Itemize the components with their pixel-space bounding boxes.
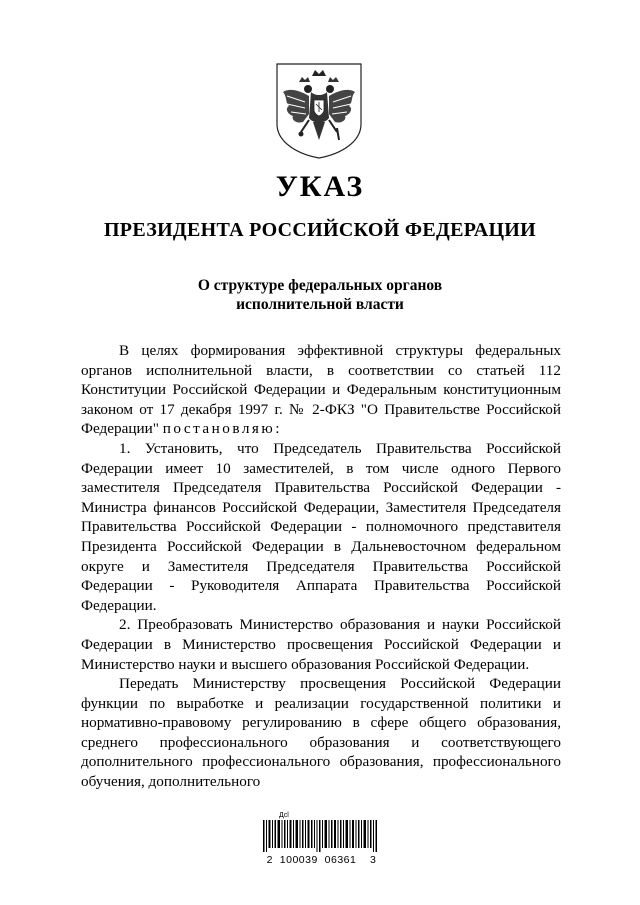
preamble-text: В целях формирования эффективной структуры федеральных органов исполнительной власти, в соответствии со статьей 112 Конституции Российской Федерации и Федеральным конституционным законом от 17 декабря 1997 г. № 2-ФКЗ "О Правительстве Российской Федерации" bbox=[81, 342, 561, 438]
preamble-paragraph bbox=[81, 341, 561, 439]
document-body bbox=[81, 341, 561, 792]
item-1-paragraph: 1. Установить, что Председатель Правительства Российской Федерации имеет 10 заместителей, в том числе одного Первого заместителя Председателя Правительства Российской Федерации - Министра финансов Российской Федерации, Заместителя Председателя Правительства Российской Федерации - полномочного представителя Президента Российской Федерации в Дальневосточном федеральном округе и Заместителя Председателя Правительства Российской Федерации - Руководителя Аппарата Правительства Российской Федерации. bbox=[81, 439, 561, 614]
barcode-label: Дсl bbox=[279, 812, 289, 819]
document-subtitle: ПРЕЗИДЕНТА РОССИЙСКОЙ ФЕДЕРАЦИИ bbox=[103, 219, 537, 241]
subject-line-1: О структуре федеральных органов bbox=[197, 277, 443, 294]
item-3-paragraph: Передать Министерству просвещения Российской Федерации функции по выработке и реализации государственной политики и нормативно-правовому регулированию в сфере общего образования, среднего профессионального образования и соответствующего дополнительного профессионального образования, профессионального обучения, дополнительного bbox=[81, 675, 561, 791]
barcode-icon bbox=[263, 820, 380, 852]
document-subject bbox=[0, 276, 640, 314]
document-title: УКАЗ bbox=[275, 170, 365, 203]
coat-of-arms-icon bbox=[275, 62, 363, 160]
item-2-paragraph: 2. Преобразовать Министерство образования и науки Российской Федерации в Министерство просвещения Российской Федерации и Министерство науки и высшего образования Российской Федерации. bbox=[81, 616, 561, 673]
barcode bbox=[259, 814, 384, 870]
barcode-number: 2 100039 06361 3 bbox=[266, 854, 377, 866]
subject-line-2: исполнительной власти bbox=[236, 296, 404, 313]
preamble-verb: постановляю: bbox=[162, 420, 282, 438]
